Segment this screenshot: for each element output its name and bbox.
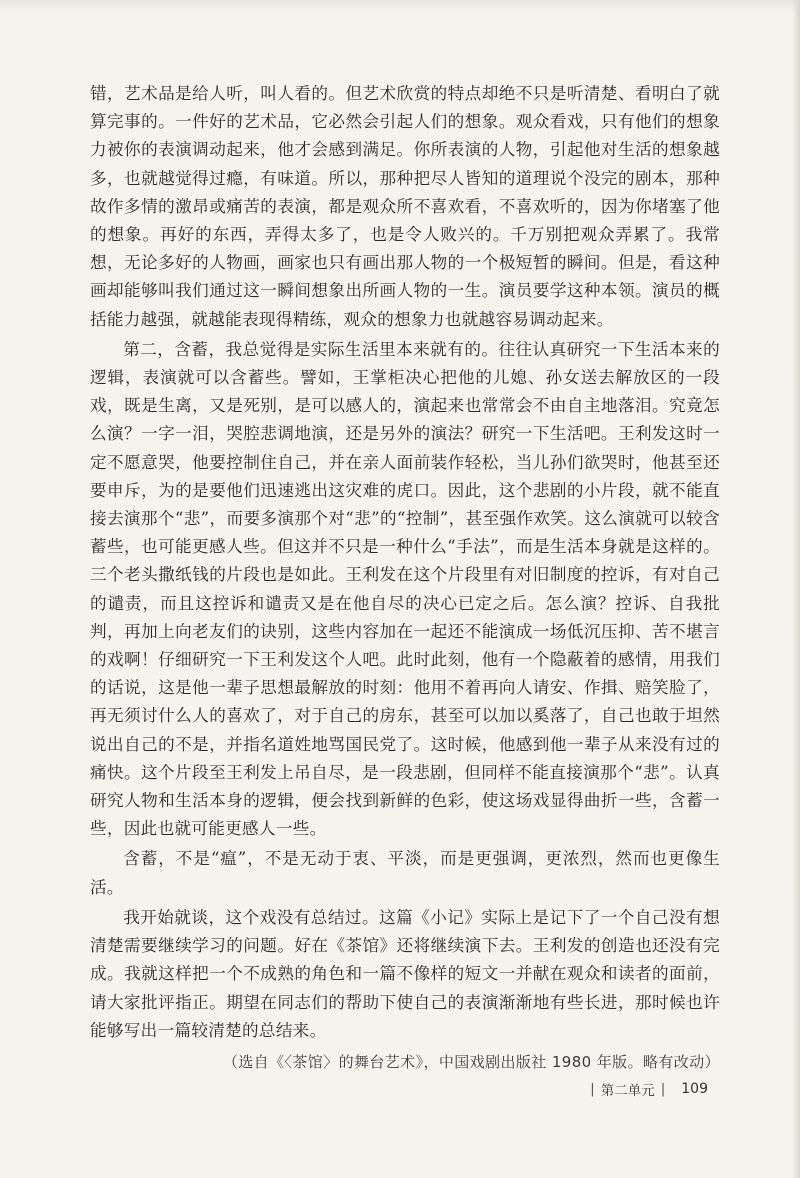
footer-divider-left: | <box>590 1081 595 1097</box>
paragraph-implicitness: 含蓄，不是“瘟”，不是无动于衷、平淡，而是更强调，更浓烈，然而也更像生活。 <box>90 849 720 897</box>
scan-top-shadow <box>0 0 800 14</box>
paragraph-continued: 错，艺术品是给人听，叫人看的。但艺术欣赏的特点却绝不只是听清楚、看明白了就算完事的。一件好的艺术品，它必然会引起人们的想象。观众看戏，只有他们的想象力被你的表演调动起来，他才会感到满足。你所表演的人物，引起他对生活的想象越多，也就越觉得过瘾，有味道。所以，那种把尽人皆知的道理说个没完的剧本，那种故作多情的激昂或痛苦的表演，都是观众所不喜欢看，不喜欢听的，因为你堵塞了他的想象。再好的东西，弄得太多了，也是令人败兴的。千万别把观众弄累了。我常想，无论多好的人物画，画家也只有画出那人物的一个极短暂的瞬间。但是，看这种画却能够叫我们通过这一瞬间想象出所画人物的一生。演员要学这种本领。演员的概括能力越强，就越能表现得精练，观众的想象力也就越容易调动起来。 <box>90 84 720 329</box>
unit-label: 第二单元 <box>600 1083 655 1099</box>
page-edge-shadow <box>792 0 800 1178</box>
page-number: 109 <box>681 1081 708 1097</box>
paragraph-second-point: 第二，含蓄，我总觉得是实际生活里本来就有的。往往认真研究一下生活本来的逻辑，表演就可以含蓄些。譬如，王掌柜决心把他的儿媳、孙女送去解放区的一段戏，既是生离，又是死别，是可以感人的，演起来也常常会不由自主地落泪。究竟怎么演？一字一泪，哭腔悲调地演，还是另外的演法？研究一下生活吧。王利发这时一定不愿意哭，他要控制住自己，并在亲人面前装作轻松，当儿孙们欲哭时，他甚至还要申斥，为的是要他们迅速逃出这灾难的虎口。因此，这个悲剧的小片段，就不能直接去演那个“悲”，而要多演那个对“悲”的“控制”，甚至强作欢笑。这么演就可以较含蓄些，也可能更感人些。但这并不只是一种什么“手法”，而是生活本身就是这样的。三个老头撒纸钱的片段也是如此。王利发在这个片段里有对旧制度的控诉，有对自己的谴责，而且这控诉和谴责又是在他自尽的决心已定之后。怎么演？控诉、自我批判，再加上向老友们的诀别，这些内容加在一起还不能演成一场低沉压抑、苦不堪言的戏啊！仔细研究一下王利发这个人吧。此时此刻，他有一个隐蔽着的感情，用我们的话说，这是他一辈子思想最解放的时刻：他用不着再向人请安、作揖、赔笑脸了，再无须讨什么人的喜欢了，对于自己的房东，甚至可以加以奚落了，自己也敢于坦然说出自己的不是，并指名道姓地骂国民党了。这时候，他感到他一辈子从来没有过的痛快。这个片段至王利发上吊自尽，是一段悲剧，但同样不能直接演那个“悲”。认真研究人物和生活本身的逻辑，便会找到新鲜的色彩，使这场戏显得曲折一些，含蓄一些，因此也就可能更感人一些。 <box>90 339 720 839</box>
article-body <box>90 80 720 1075</box>
page-footer <box>590 1079 708 1099</box>
source-citation: （选自《〈茶馆〉的舞台艺术》，中国戏剧出版社 1980 年版。略有改动） <box>222 1052 720 1071</box>
paragraph-conclusion: 我开始就谈，这个戏没有总结过。这篇《小记》实际上是记下了一个自己没有想清楚需要继续学习的问题。好在《茶馆》还将继续演下去。王利发的创造也还没有完成。我就这样把一个不成熟的角色和一篇不像样的短文一并献在观众和读者的面前，请大家批评指正。期望在同志们的帮助下使自己的表演渐渐地有些长进，那时候也许能够写出一篇较清楚的总结来。 <box>90 907 720 1040</box>
footer-divider-right: | <box>660 1081 666 1097</box>
